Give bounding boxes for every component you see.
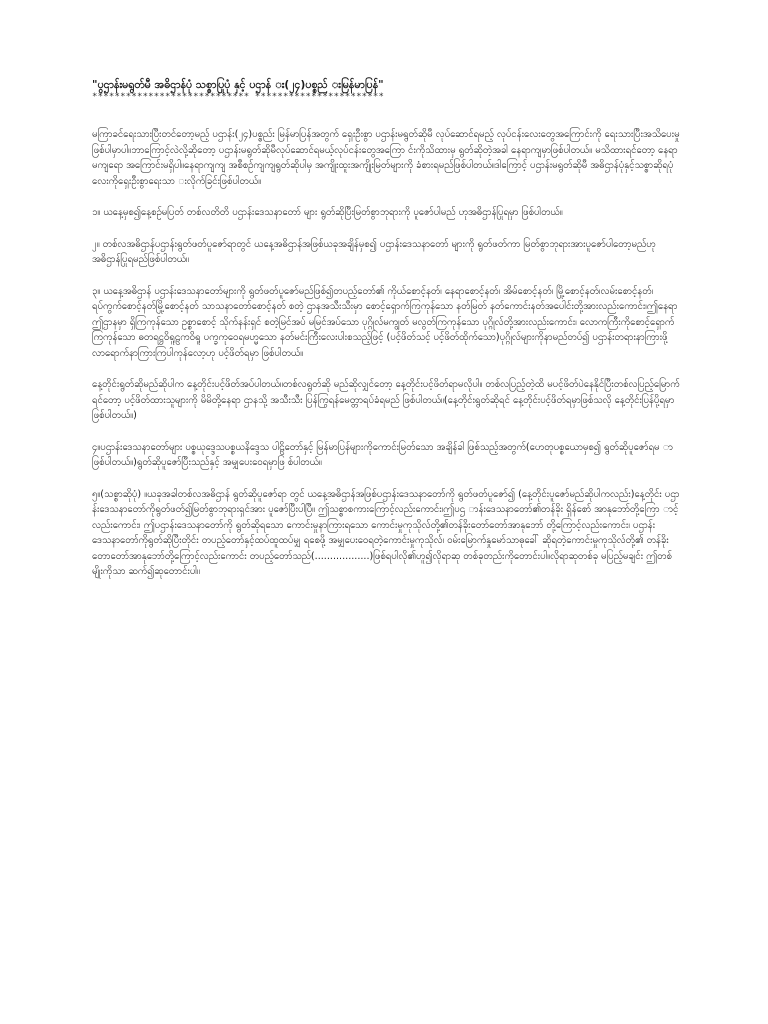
title-asterisk-underline: **************************** *********************** <box>92 92 385 102</box>
intro-paragraph: မကြာခင်ရေးသားပြီးတင်တော့မည့် ပဌာန်း(၂၄)ပစ္စည်း မြန်မာပြန်အတွက် ရှေးဦးစွာ ပဌာန်းမရွတ်ဆိုမီ လုပ်ဆောင်ရမည့် လုပ်ငန်းလေးတွေအကြောင်းကို ရေးသားပြီးအသိပေးမှုဖြစ်ပါမှာပါ။ဘာကြောင့်လဲလို့ဆိုတော့ ပဌာန်းမရွတ်ဆိုမီလုပ်ဆောင်ရမယ့်လုပ်ငန်းတွေအကြော င်းကိုသိထားမှ ရွတ်ဆိုတဲ့အခါ နေရာကျမှာဖြစ်ပါတယ်။ မသိထားရင်တော့ နေရာမကျရော အကြောင်းမရှိပါ။နေရာကျကျ အစီစဉ်ကျကျရွတ်ဆိုပါမှ အကျိုးထူးအကျိုးမြတ်များကို ခံစားရမည်ဖြစ်ပါတယ်။ဒါကြောင့် ပဌာန်းမရွတ်ဆိုမီ အဓိဌာန်ပုံနှင့်သစ္စာဆိုရပုံလေးကိုရှေးဦးစွာရေးသာ းလိုက်ခြင်းဖြစ်ပါတယ်။ <box>92 129 680 187</box>
daily-invitation-note-paragraph: နေ့တိုင်းရွတ်ဆိုမည်ဆိုပါက နေ့တိုင်းပင့်ဖိတ်အပ်ပါတယ်။တစ်လရွတ်ဆို မည်ဆိုလျှင်တော့ နေ့တိုင်းပင့်ဖိတ်ရာမလိုပါ။ တစ်လပြည့်တဲ့ထိ မပင့်ဖိတ်ပဲနေနိုင်ပြီးတစ်လပြည့်မြောက်ရင်တော့ ပင့်ဖိတ်ထားသူများကို မိမိတို့နေရာ ဌာနသို့ အသီးသီး ပြန်ကြွရန်မေတ္တာရပ်ခံရမည် ဖြစ်ပါတယ်။(နေ့တိုင်းရွတ်ဆိုရင် နေ့တိုင်းပင့်ဖိတ်ရမှာဖြစ်သလို နေ့တိုင်းပြန်ပို့ရမှာဖြစ်ပါတယ်။) <box>92 379 680 421</box>
step-2-paragraph: ၂။ တစ်လအဓိဌာန်ပဌာန်းရွတ်ဖတ်ပူဇော်ရာတွင် ယနေ့အဓိဌာန်အဖြစ်ယခုအချိန်မှစ၍ ပဌာန်းဒေသနာတော် များကို ရွတ်ဖတ်ကာ မြတ်စွာဘုရားအားပူဇော်ပါတော့မည်ဟု အဓိဌာန်ပြုရမည်ဖြစ်ပါတယ်။ <box>92 238 656 265</box>
step-5-vow-paragraph: ၅။(သစ္စာဆိုပုံ) ။ယခုအခါတစ်လအဓိဌာန် ရွတ်ဆိုပူဇော်ရာ တွင် ယနေ့အဓိဌာန်အဖြစ်ပဌာန်းဒေသနာတော်ကို ရွတ်ဖတ်ပူဇော်၍ (နေ့တိုင်းပူဇော်မည်ဆိုပါကလည်း)နေ့တိုင်း ပဌာန်းဒေသနာတော်ကိုရွတ်ဖတ်၍မြတ်စွာဘုရားရှင်အား ပူဇော်ပြီးပါပြီ။ ဤသစ္စာစကားကြောင့်လည်းကောင်း၊ဤပဌ ာန်းဒေသနာတော်၏တန်ခိုး ရှိန်စော် အာနုဘော်တို့ကြော ာင့်လည်းကောင်း၊ ဤပဌာန်းဒေသနာတော်ကို ရွတ်ဆိုရသော ကောင်းမှုနာကြားရသော ကောင်းမှုကုသိုလ်တို့၏တန်ခိုးတော်တော်အာနုဘော် တို့ကြောင့်လည်းကောင်း၊ ပဌာန်းဒေသနာတော်ကိုရွတ်ဆိုပြီးတိုင်း တပည့်တော်နှင့်ထပ်ထူထပ်မျှ ရစေဖို့ အမျှပေးဝေရတဲ့ကောင်းမှုကုသိုလ်၊ ဝမ်းမြောက်နှုမော်သာဓုခေါ် ဆိုရတဲ့ကောင်းမှုကုသိုလ်တို့၏ တန်ခိုးတောတော်အာနုဘော်တို့ကြောင့်လည်းကောင်း တပည့်တော်သည်(..................)ဖြစ်ရပါလို၏ဟူ၍လိုရာဆု တစ်ခုတည်းကိုတောင်းပါ။လိုရာဆုတစ်ခု မပြည့်မချင်း ဤတစ်မျိုးကိုသာ ဆက်၍ဆုတောင်းပါ။ <box>92 488 680 577</box>
step-4-paragraph: ၄။ပဌာန်းဒေသနာတော်များ ပစ္စယုဒ္ဒေသပစ္စယနိဒ္ဒေသ ပါဠိတော်နှင့် မြန်မာပြန်များကိုကောင်းမြတ်သော အချိန်ခါ ဖြစ်သည့်အတွက်(ဟေတုပစ္စယောမှစ၍ ရွတ်ဆိုပူဇော်ရမ ာဖြစ်ပါတယ်။)ရွတ်ဆိုပူဇော်ပြီးသည်နှင့် အမျှပေးဝေရမှာဖြ စ်ပါတယ်။ <box>92 441 673 468</box>
step-1-paragraph: ၁။ ယနေ့မှစ၍နေ့စဉ်မပြတ် တစ်လတိတိ ပဌာန်းဒေသနာတော် များ ရွတ်ဆိုပြီးမြတ်စွာဘုရားကို ပူဇော်ပါမည် ဟုအဓိဌာန်ပြုရမှာ ဖြစ်ပါတယ်။ <box>92 207 563 218</box>
document-title: "ပွဌာန်းမရွတ်မီ အဓိဌာန်ပုံ သစ္စာပြုပုံ နှင့် ပဌာန် း(၂၄)ပစ္စည် းမြန်မာပြန်" <box>92 79 384 91</box>
step-3-paragraph: ၃။ ယနေ့အဓိဌာန် ပဌာန်းဒေသနာတော်များကို ရွတ်ဖတ်ပူဇော်မည်ဖြစ်၍တပည့်တော်၏ ကိုယ်စောင့်နတ်၊ နေရာစောင့်နတ်၊ အိမ်စောင့်နတ်၊ မြို့စောင့်နတ်၊လမ်းစောင့်နတ်၊ ရပ်ကွက်စောင့်နတ်မြို့စောင့်နတ် သာသနာတော်စောင့်နတ် စတဲ့ ဌာနအသီးသီးမှာ စောင့်ရှောက်ကြကုန်သော နတ်မြတ် နတ်ကောင်းနတ်အပေါင်းတို့အားလည်းကောင်း၊ဤနေရာ ဤဌာနမှာ ရှိကြကုန်သော ဥစ္စာစောင့် သိုက်နန်းရှင် စတဲ့မြင်အပ် မမြင်အပ်သော ပုဂ္ဂိုလ်မကျွတ် မလွတ်ကြကုန်သော ပုဂ္ဂိုလ်တို့အားလည်းကောင်း၊ လောကကြီးကိုစောင့်ရှောက်ကြကုန်သော ဓတရဋ္ဌဝိရူဠကဝိရူ ပက္ခကုဝေရမဟ္မသော နတ်မင်းကြီးလေးပါးစသည့်ဖြင့် (ပင့်ဖိတ်သင့် ပင့်ဖိတ်ထိုက်သော)ပုဂ္ဂိုလ်များကိုနာမည်တပ်၍ ပဌာန်းတရားနာကြားဖို့လာရောက်နာကြားကြပါကုန်လော့ဟု ပင့်ဖိတ်ရမှာ ဖြစ်ပါတယ်။ <box>92 285 678 359</box>
